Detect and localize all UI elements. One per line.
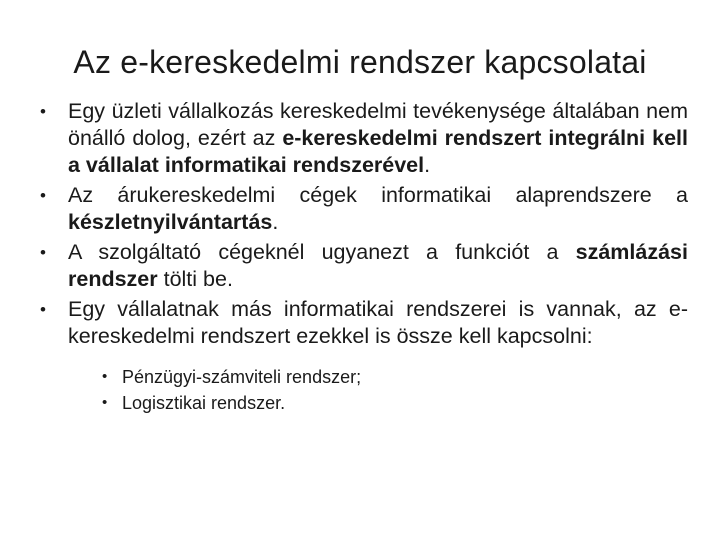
bullet-list xyxy=(36,98,688,419)
bullet-marker: • xyxy=(40,186,46,205)
sub-bullet-text: Logisztikai rendszer. xyxy=(122,393,286,413)
bullet-emphasis: számlázási rendszer xyxy=(68,240,688,291)
bullet-marker: • xyxy=(40,300,46,319)
sub-bullet-item xyxy=(68,390,688,416)
bullet-emphasis: e-kereskedelmi rendszert integrálni kell a vállalat informatikai rendszerével xyxy=(68,126,688,177)
bullet-text-end: . xyxy=(424,153,431,177)
bullet-text: Egy vállalatnak más informatikai rendszerei is vannak, az e-kereskedelmi rendszert ezekkel is össze kell kapcsolni: xyxy=(68,297,688,348)
sub-bullet-marker: • xyxy=(102,394,108,411)
bullet-item xyxy=(36,98,688,179)
sub-bullet-marker: • xyxy=(102,368,108,385)
bullet-emphasis: készletnyilvántartás xyxy=(68,210,273,234)
bullet-text: A szolgáltató cégeknél ugyanezt a funkciót a xyxy=(68,240,576,264)
bullet-marker: • xyxy=(40,243,46,262)
bullet-text-end: tölti be. xyxy=(157,267,233,291)
bullet-text: Egy üzleti vállalkozás kereskedelmi tevékenysége általában nem önálló dolog, ezért az xyxy=(68,99,688,150)
bullet-text: Az árukereskedelmi cégek informatikai alaprendszere a xyxy=(68,183,688,207)
slide-title: Az e-kereskedelmi rendszer kapcsolatai xyxy=(73,44,647,80)
sub-bullet-item xyxy=(68,364,688,390)
sub-bullet-list xyxy=(68,364,688,416)
bullet-text-end: . xyxy=(272,210,279,234)
bullet-item xyxy=(36,296,688,416)
bullet-item xyxy=(36,239,688,293)
bullet-item xyxy=(36,182,688,236)
bullet-marker: • xyxy=(40,102,46,121)
sub-bullet-text: Pénzügyi-számviteli rendszer; xyxy=(122,367,362,387)
